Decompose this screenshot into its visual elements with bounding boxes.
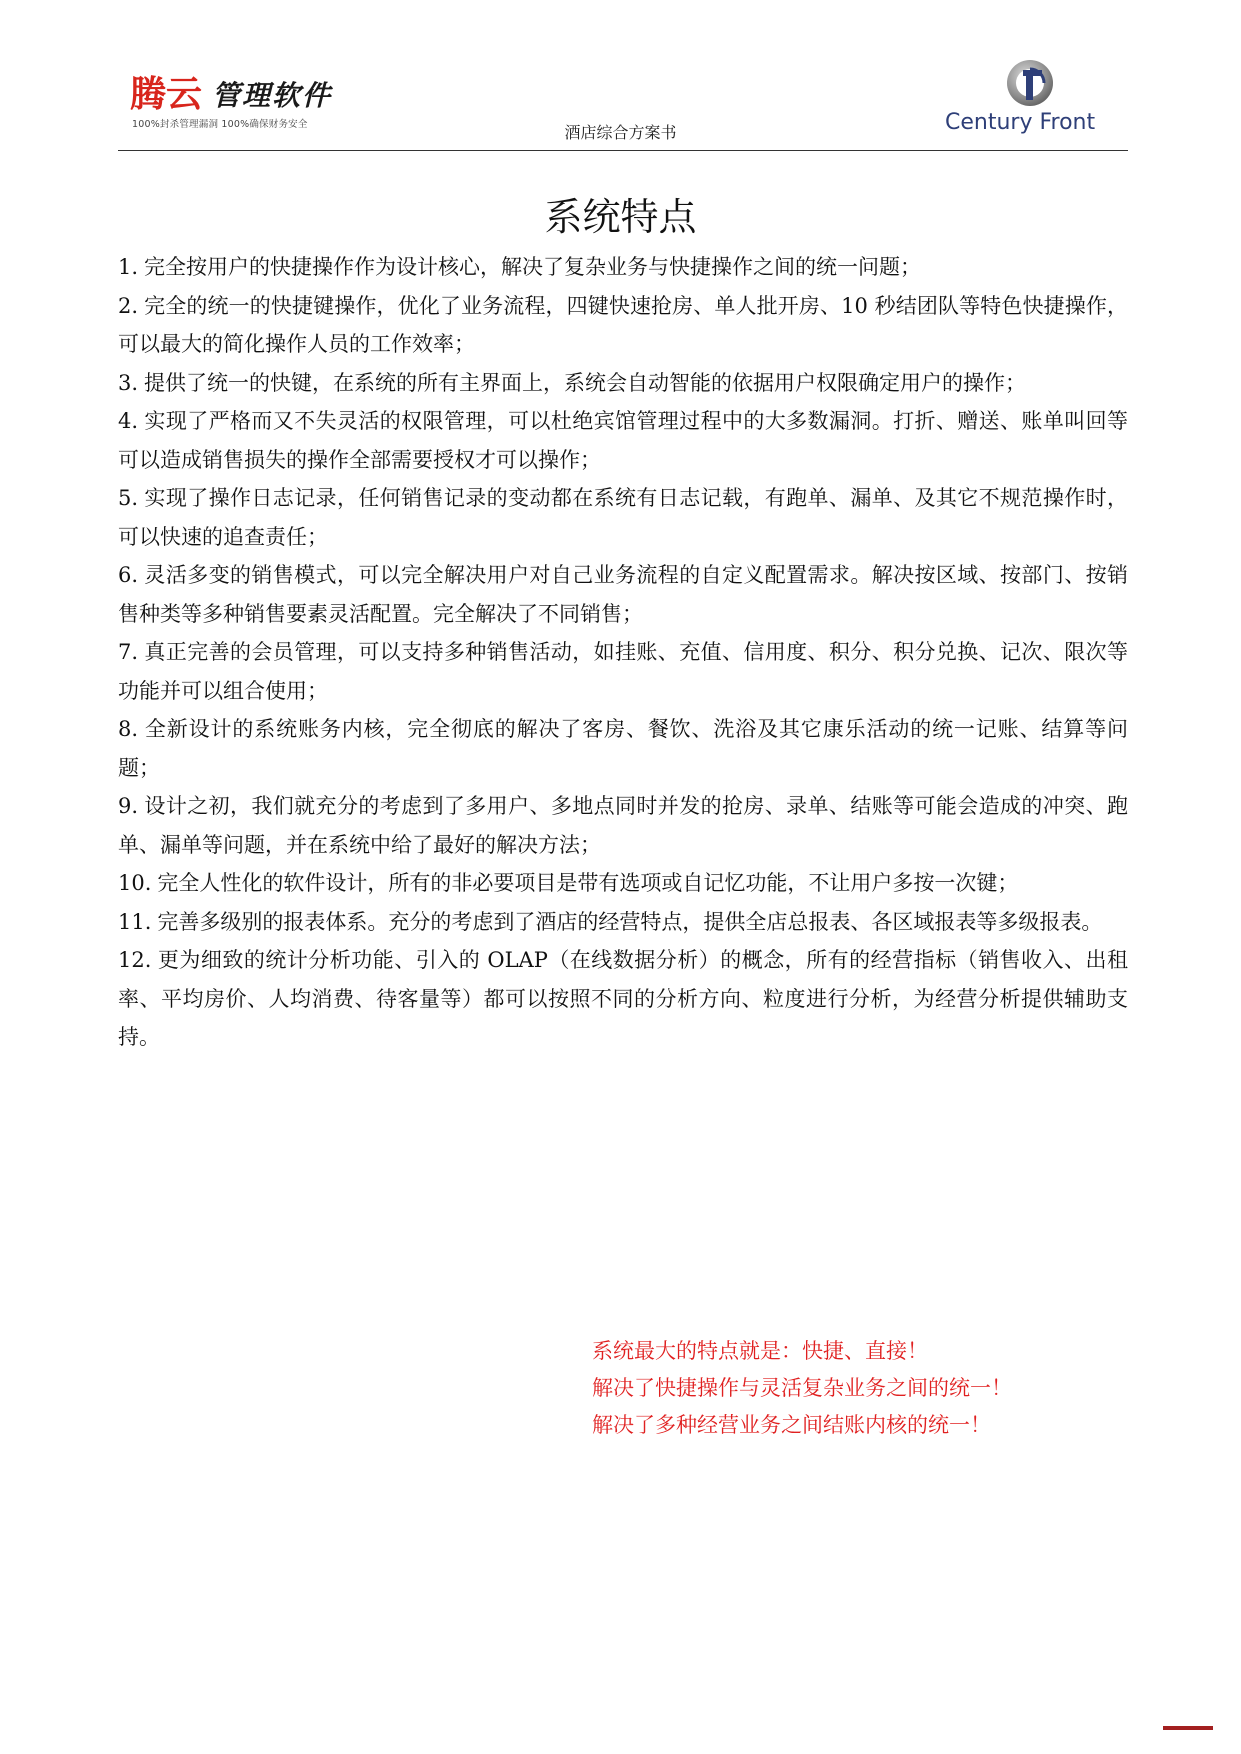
feature-number: 2. [118,293,139,318]
century-front-name: Century Front [945,110,1096,135]
feature-item [118,633,1128,710]
page-corner-mark [1163,1726,1213,1730]
feature-text: 完善多级别的报表体系。充分的考虑到了酒店的经营特点，提供全店总报表、各区域报表等多级报表。 [157,909,1103,934]
feature-item [118,479,1128,556]
feature-number: 5. [118,486,139,510]
feature-text: 实现了操作日志记录，任何销售记录的变动都在系统有日志记载，有跑单、漏单、及其它不规范操作时，可以快速的追查责任； [118,486,1128,549]
feature-number: 10. [118,871,152,895]
tengyun-logo-tagline: 100%封杀管理漏洞 100%确保财务安全 [132,119,308,130]
page-header [0,0,1241,160]
feature-item [118,364,1128,403]
feature-number: 7. [118,640,139,664]
feature-item [118,941,1128,1057]
feature-item [118,787,1128,864]
feature-item [118,287,1128,364]
feature-number: 8. [118,717,139,741]
feature-number: 6. [118,563,139,587]
century-front-logo [945,58,1145,143]
feature-text: 全新设计的系统账务内核，完全彻底的解决了客房、餐饮、洗浴及其它康乐活动的统一记账、结算等问题； [118,717,1128,780]
feature-item [118,556,1128,633]
feature-number: 11. [118,909,152,934]
feature-item [118,864,1128,903]
feature-number: 1. [118,255,139,279]
feature-number: 3. [118,370,139,395]
feature-item [118,402,1128,479]
tengyun-logo-glyph: 腾云 [130,74,203,114]
feature-number: 9. [118,794,139,818]
feature-list [118,248,1128,1057]
feature-text: 完全按用户的快捷操作作为设计核心，解决了复杂业务与快捷操作之间的统一问题； [144,255,922,279]
feature-item [118,248,1128,287]
summary-line: 解决了多种经营业务之间结账内核的统一！ [592,1413,991,1437]
feature-text: 完全的统一的快捷键操作，优化了业务流程，四键快速抢房、单人批开房、10 秒结团队等特色快捷操作，可以最大的简化操作人员的工作效率； [118,293,1128,356]
century-front-emblem-icon [1003,58,1057,108]
tengyun-logo-mark [130,70,210,114]
summary-line: 系统最大的特点就是：快捷、直接！ [592,1339,928,1363]
tengyun-logo-name: 管理软件 [212,79,333,112]
feature-text: 完全人性化的软件设计，所有的非必要项目是带有选项或自记忆功能，不让用户多按一次键； [157,871,1019,895]
feature-text: 灵活多变的销售模式，可以完全解决用户对自己业务流程的自定义配置需求。解决按区域、按部门、按销售种类等多种销售要素灵活配置。完全解决了不同销售； [118,563,1128,626]
feature-item [118,903,1128,942]
feature-text: 更为细致的统计分析功能、引入的 OLAP（在线数据分析）的概念，所有的经营指标（销售收入、出租率、平均房价、人均消费、待客量等）都可以按照不同的分析方向、粒度进行分析，为经营分析提供辅助支持。 [118,948,1128,1049]
summary-block [592,1333,1112,1444]
feature-text: 提供了统一的快键，在系统的所有主界面上，系统会自动智能的依据用户权限确定用户的操作； [144,370,1027,395]
feature-number: 4. [118,409,139,433]
feature-item [118,710,1128,787]
main-content [118,248,1128,1057]
page-heading: 系统特点 [544,195,697,239]
header-divider [118,150,1128,151]
document-title: 酒店综合方案书 [564,123,677,142]
summary-line: 解决了快捷操作与灵活复杂业务之间的统一！ [592,1376,1012,1400]
feature-text: 设计之初，我们就充分的考虑到了多用户、多地点同时并发的抢房、录单、结账等可能会造成的冲突、跑单、漏单等问题，并在系统中给了最好的解决方法； [118,794,1128,857]
feature-text: 真正完善的会员管理，可以支持多种销售活动，如挂账、充值、信用度、积分、积分兑换、记次、限次等功能并可以组合使用； [118,640,1128,703]
feature-number: 12. [118,948,152,972]
feature-text: 实现了严格而又不失灵活的权限管理，可以杜绝宾馆管理过程中的大多数漏洞。打折、赠送、账单叫回等可以造成销售损失的操作全部需要授权才可以操作； [118,409,1128,472]
